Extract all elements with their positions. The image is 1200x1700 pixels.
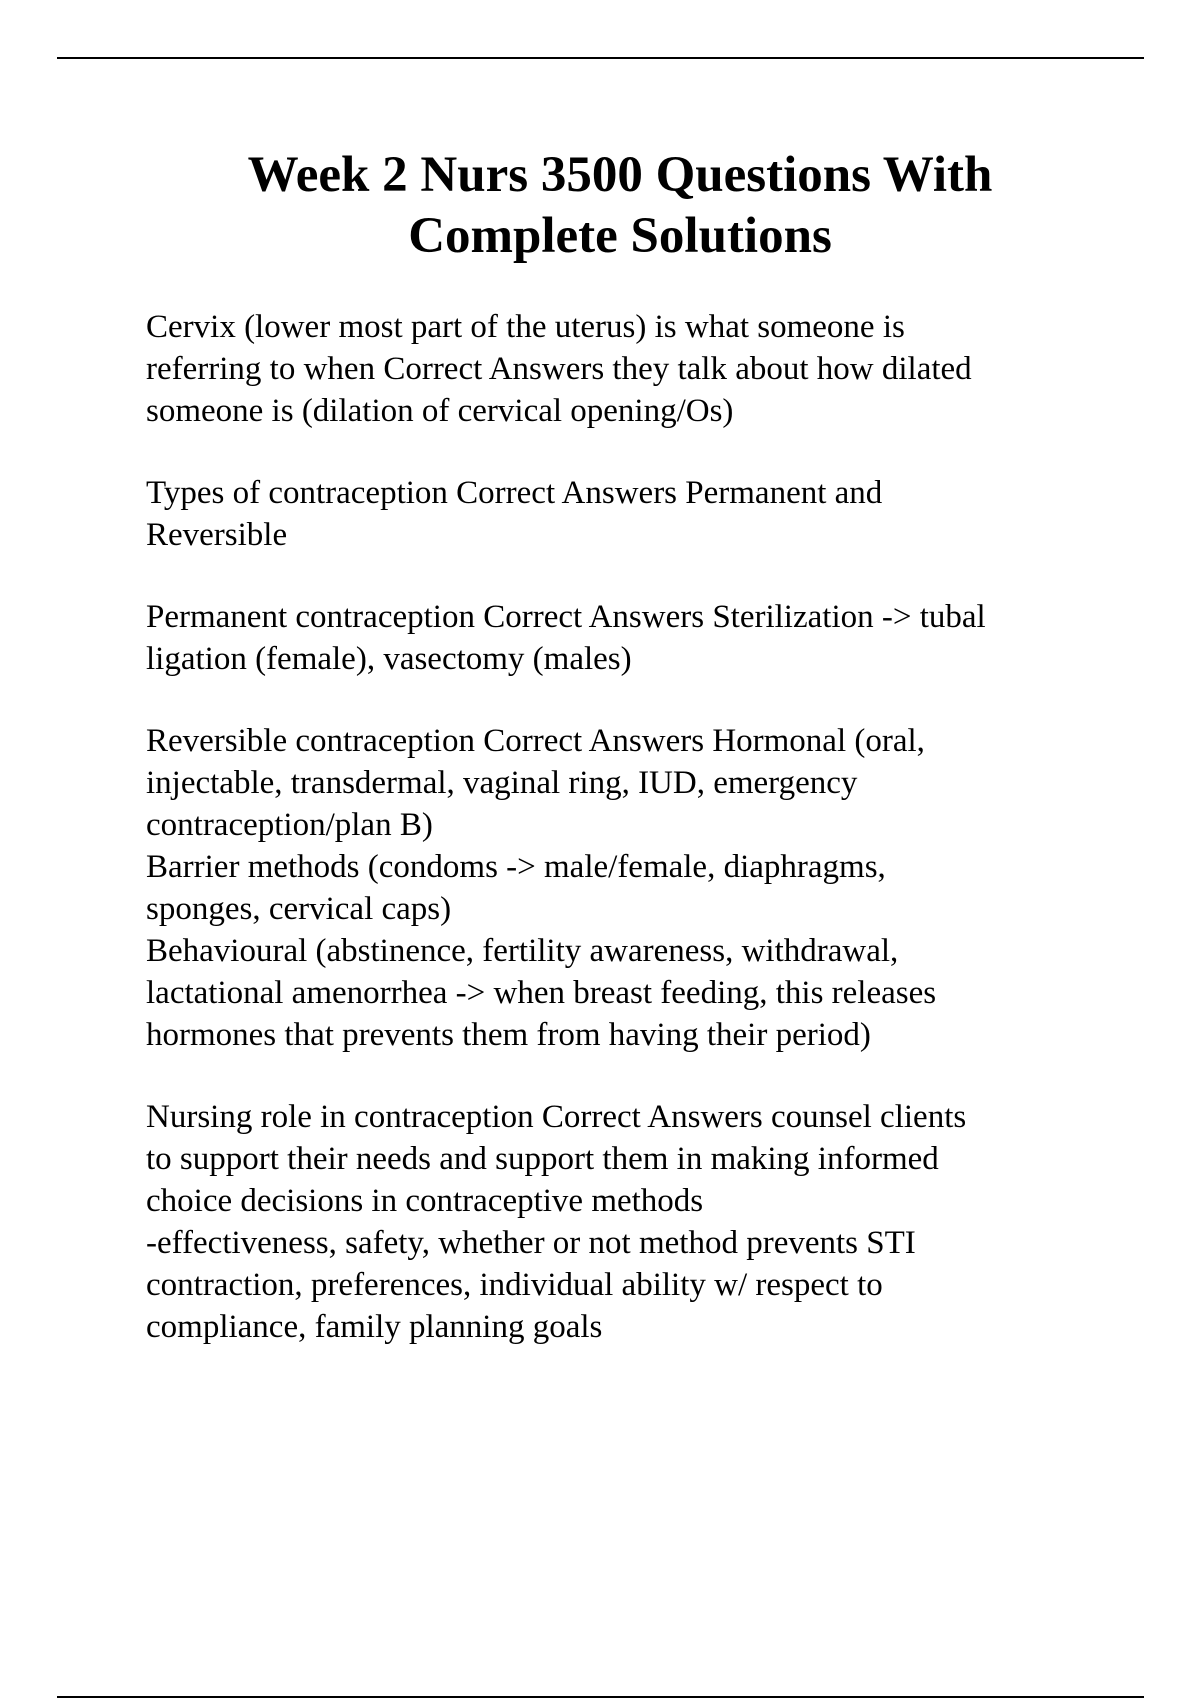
entry-line: Behavioural (abstinence, fertility awareness, withdrawal, (146, 933, 899, 969)
entry-line: compliance, family planning goals (146, 1309, 603, 1345)
entry-line: -effectiveness, safety, whether or not method prevents STI (146, 1225, 916, 1261)
entry-line: hormones that prevents them from having their period) (146, 1017, 871, 1053)
qa-entry (146, 1096, 1146, 1348)
entry-line: ligation (female), vasectomy (males) (146, 641, 632, 677)
entry-line: contraction, preferences, individual ability w/ respect to (146, 1267, 883, 1303)
title-line: Complete Solutions (408, 208, 832, 264)
entry-line: someone is (dilation of cervical opening/Os) (146, 393, 734, 429)
title-line: Week 2 Nurs 3500 Questions With (247, 147, 993, 203)
entry-line: Nursing role in contraception Correct Answers counsel clients (146, 1099, 967, 1135)
entry-line: contraception/plan B) (146, 807, 433, 843)
qa-entry (146, 596, 1146, 680)
qa-entry (146, 720, 1146, 1056)
entry-line: Permanent contraception Correct Answers Sterilization -> tubal (146, 599, 986, 635)
entry-line: Reversible contraception Correct Answers Hormonal (oral, (146, 723, 925, 759)
entry-line: Reversible (146, 517, 288, 553)
entry-line: sponges, cervical caps) (146, 891, 452, 927)
qa-entry (146, 306, 1146, 432)
entry-line: Cervix (lower most part of the uterus) is what someone is (146, 309, 905, 345)
document-body (146, 306, 1146, 1388)
header-rule (57, 57, 1144, 59)
entry-line: lactational amenorrhea -> when breast feeding, this releases (146, 975, 937, 1011)
entry-line: Barrier methods (condoms -> male/female, diaphragms, (146, 849, 886, 885)
entry-line: to support their needs and support them in making informed (146, 1141, 939, 1177)
qa-entry (146, 472, 1146, 556)
entry-line: injectable, transdermal, vaginal ring, IUD, emergency (146, 765, 858, 801)
entry-line: Types of contraception Correct Answers Permanent and (146, 475, 883, 511)
entry-line: choice decisions in contraceptive methods (146, 1183, 704, 1219)
document-title (120, 145, 1120, 267)
entry-line: referring to when Correct Answers they talk about how dilated (146, 351, 972, 387)
footer-rule (57, 1696, 1144, 1698)
